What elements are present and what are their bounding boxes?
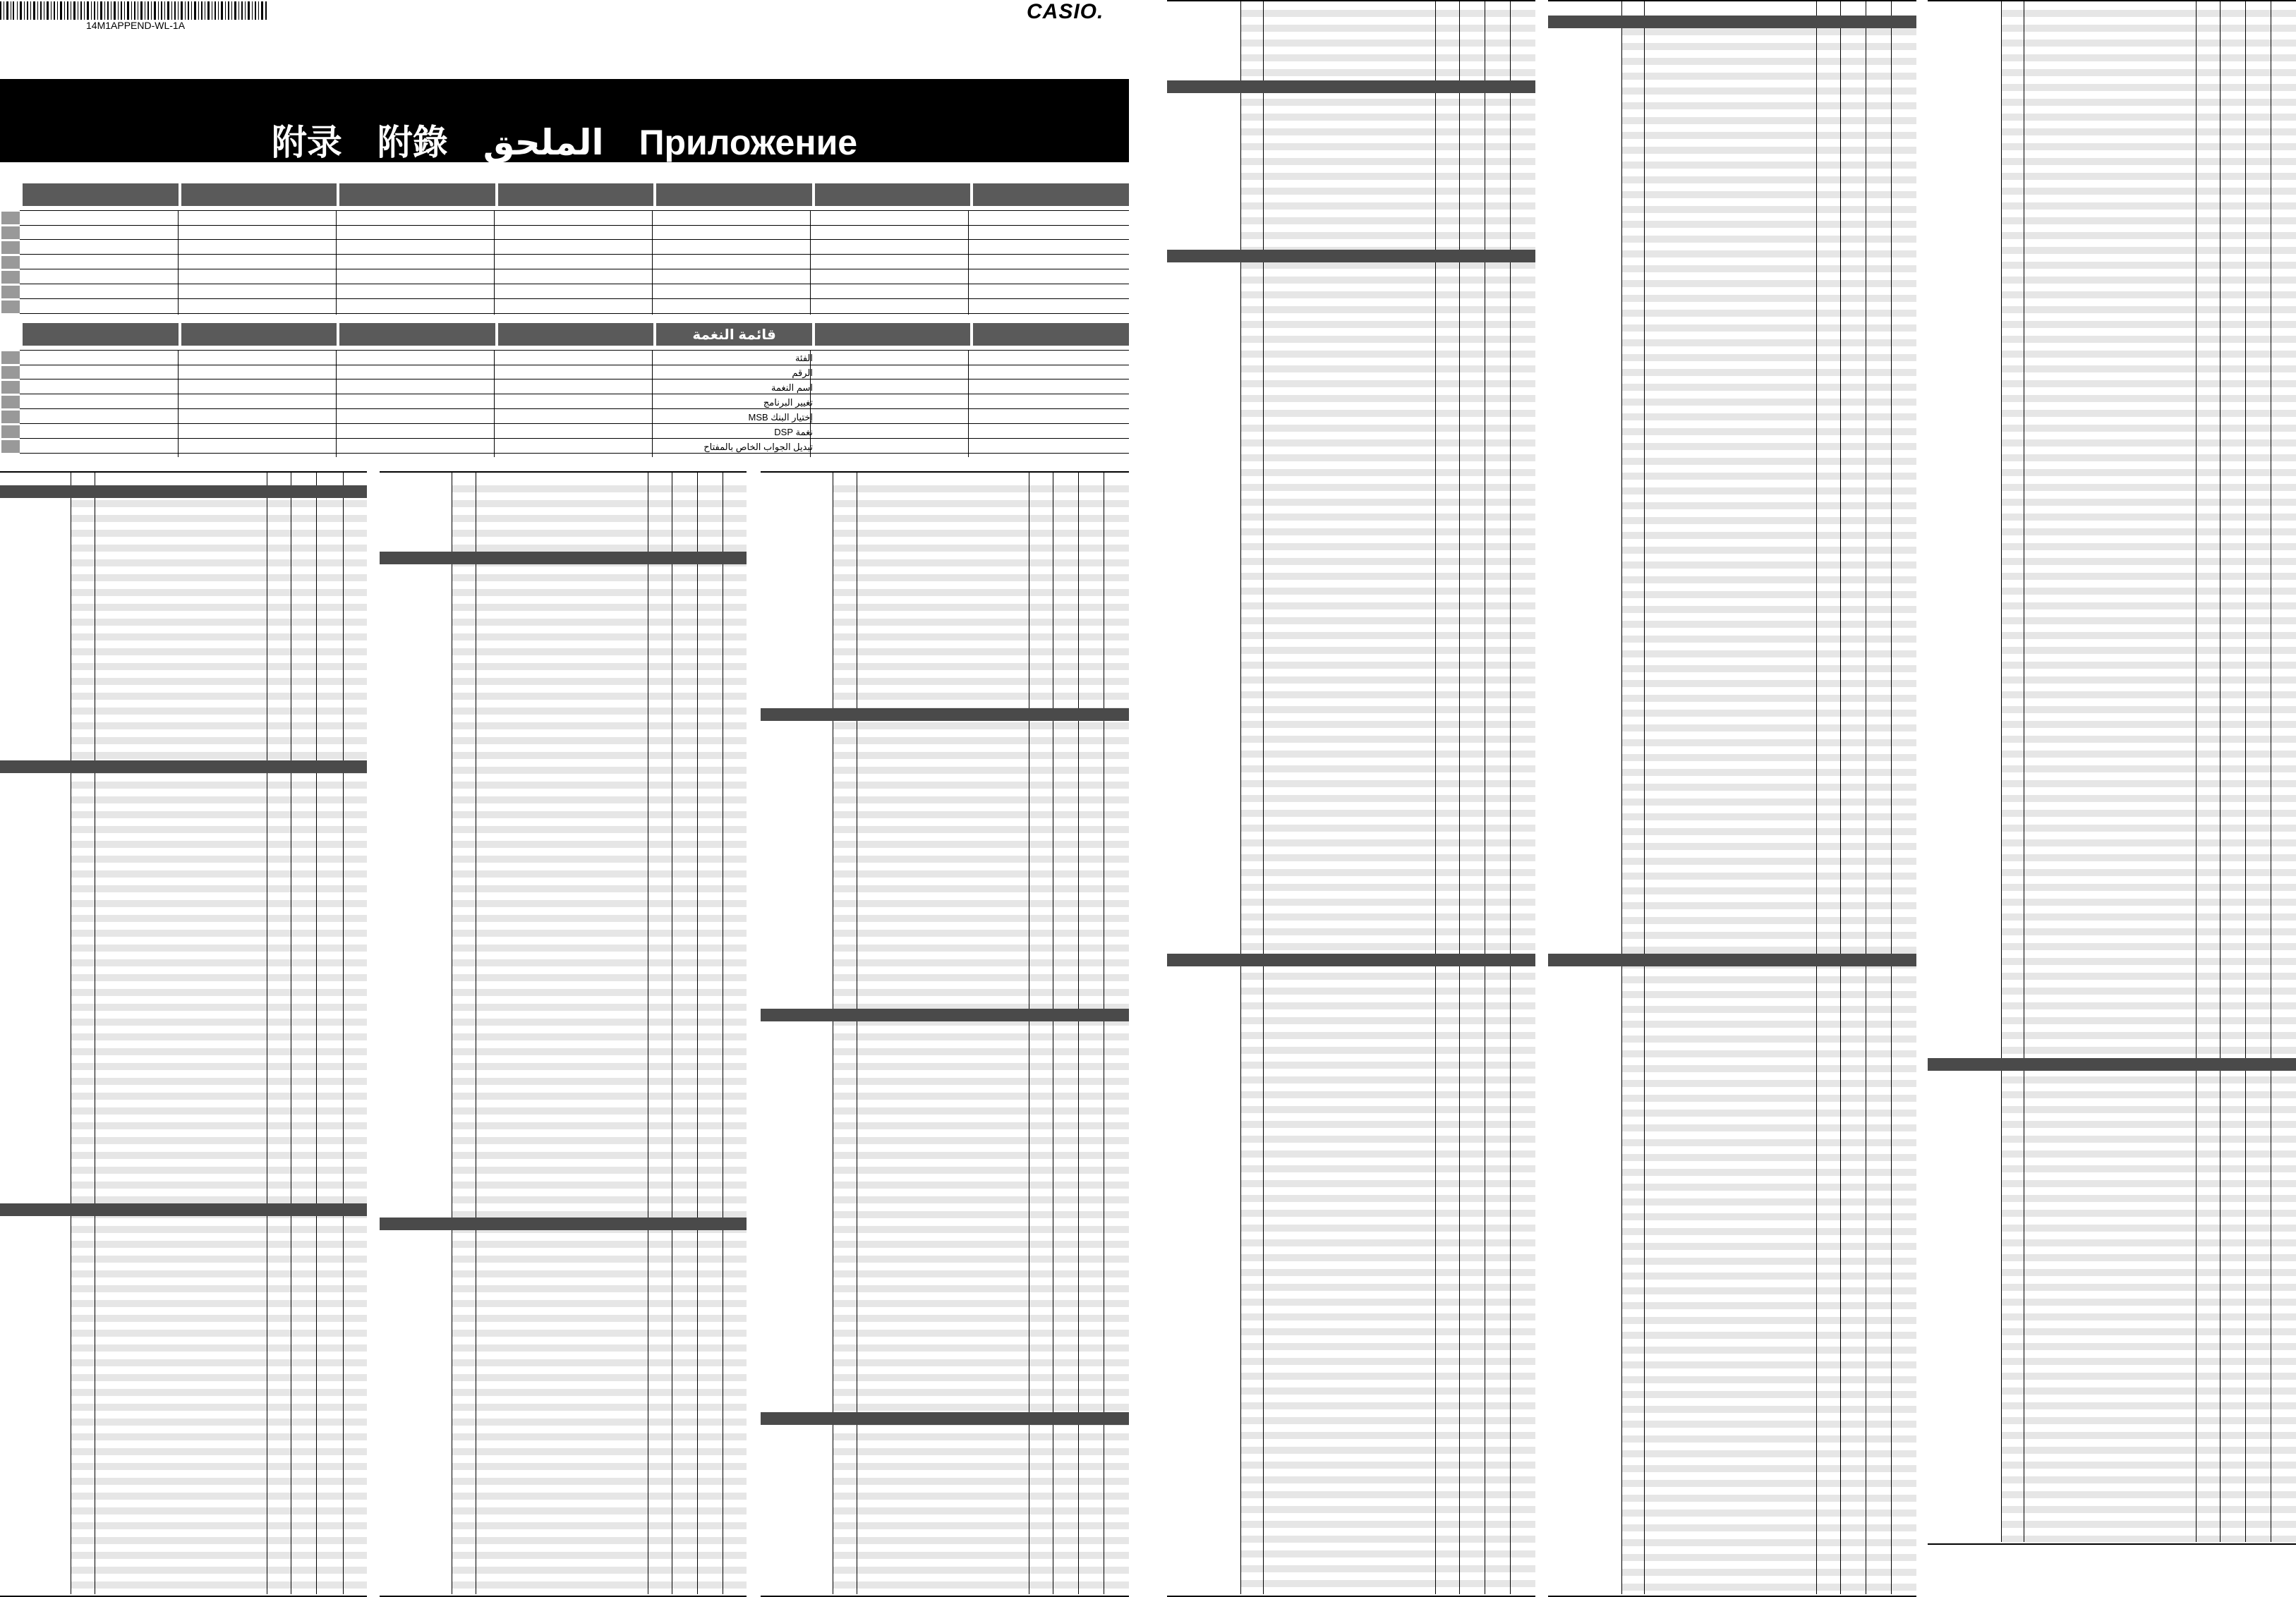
row-stripes	[2001, 10, 2296, 1542]
tone-field-labels	[658, 351, 813, 454]
title-bar	[0, 79, 1129, 162]
grid-row	[20, 409, 1129, 424]
tone-field-label: إختيار البنك MSB	[748, 412, 813, 423]
tone-column-2	[380, 471, 747, 1597]
grid-row	[20, 255, 1129, 269]
row-marker	[1, 411, 20, 423]
tone-column-6	[1928, 0, 2296, 1545]
title-part: الملحق	[483, 123, 604, 162]
column-bottom-rule	[1928, 1543, 2296, 1545]
grid-vline	[968, 210, 969, 315]
grid-vline	[810, 210, 811, 315]
row-stripes	[452, 485, 747, 1594]
row-marker	[1, 351, 20, 364]
grid-vline	[336, 210, 337, 315]
category-band	[380, 1218, 747, 1230]
header-band-tone-list	[23, 323, 1129, 346]
grid-row	[20, 379, 1129, 394]
grid-vline	[494, 350, 495, 457]
grid-row	[20, 424, 1129, 439]
column-divider	[1816, 0, 1817, 1594]
grid-vline	[336, 350, 337, 457]
row-stripes	[71, 485, 367, 1594]
page-title	[0, 114, 1129, 165]
column-divider	[1891, 0, 1892, 1594]
header-cell	[815, 323, 971, 346]
row-marker	[1, 226, 20, 239]
grid-vline	[968, 350, 969, 457]
grid-row	[20, 240, 1129, 255]
column-top-rule	[0, 471, 367, 473]
category-band	[1167, 80, 1535, 93]
grid-vline	[652, 210, 653, 315]
tone-field-label: تبديل الجواب الخاص بالمفتاح	[703, 442, 813, 452]
grid-row	[20, 210, 1129, 226]
row-marker	[1, 381, 20, 394]
row-marker	[1, 440, 20, 453]
tone-field-label: اسم النغمة	[771, 382, 813, 393]
column-divider	[2196, 0, 2197, 1542]
tone-list-heading: قائمة النغمة	[656, 323, 812, 346]
title-part: 附录	[271, 123, 342, 162]
row-marker	[1, 212, 20, 224]
column-divider	[343, 471, 344, 1594]
category-band	[761, 1009, 1129, 1021]
category-band	[0, 1203, 367, 1216]
header-band-top	[23, 183, 1129, 206]
column-top-rule	[1548, 0, 1916, 1]
header-cell	[339, 183, 495, 206]
row-marker	[1, 286, 20, 298]
tone-label-grid	[20, 350, 1129, 457]
row-marker	[1, 366, 20, 379]
category-band	[1167, 954, 1535, 966]
column-divider	[1263, 0, 1264, 1594]
row-stripes	[1240, 10, 1535, 1594]
column-divider	[1644, 0, 1645, 1594]
category-band	[0, 485, 367, 498]
category-band	[1928, 1058, 2296, 1071]
header-cell	[339, 323, 495, 346]
column-divider	[2001, 0, 2002, 1542]
column-divider	[2220, 0, 2221, 1542]
barcode-label: 14M1APPEND-WL-1A	[86, 20, 186, 31]
header-cell	[181, 323, 337, 346]
column-divider	[1459, 0, 1460, 1594]
header-cell	[656, 183, 812, 206]
row-marker	[1, 300, 20, 313]
column-divider	[1435, 0, 1436, 1594]
brand-logo: CASIO.	[1027, 0, 1104, 23]
row-marker	[1, 396, 20, 408]
tone-column-5	[1548, 0, 1916, 1597]
column-divider	[1510, 0, 1511, 1594]
column-top-rule	[1928, 0, 2296, 1]
header-cell	[815, 183, 971, 206]
tone-column-3	[761, 471, 1129, 1597]
grid-row	[20, 225, 1129, 240]
category-band	[1167, 250, 1535, 262]
tone-column-1	[0, 471, 367, 1597]
row-stripes	[833, 485, 1129, 1594]
top-row-grid	[20, 210, 1129, 315]
barcode	[0, 1, 268, 20]
header-cell	[181, 183, 337, 206]
header-cell	[973, 323, 1129, 346]
category-band	[0, 760, 367, 773]
row-marker	[1, 241, 20, 254]
header-cell	[973, 183, 1129, 206]
title-part: Приложение	[639, 123, 858, 162]
column-top-rule	[761, 471, 1129, 473]
grid-vline	[652, 350, 653, 457]
category-band	[1548, 954, 1916, 966]
grid-vline	[178, 210, 179, 315]
header-cell	[23, 323, 179, 346]
header-cell	[23, 183, 179, 206]
row-marker	[1, 256, 20, 269]
grid-row	[20, 439, 1129, 454]
tone-field-label: الرقم	[792, 368, 813, 378]
column-divider	[697, 471, 698, 1594]
title-part: 附錄	[377, 123, 448, 162]
grid-row	[20, 350, 1129, 365]
column-divider	[1840, 0, 1841, 1594]
grid-vline	[178, 350, 179, 457]
row-marker	[1, 425, 20, 438]
category-band	[761, 708, 1129, 721]
grid-row	[20, 299, 1129, 314]
column-divider	[1078, 471, 1079, 1594]
column-divider	[2245, 0, 2246, 1542]
tone-field-label: الفئة	[794, 353, 813, 363]
category-band	[761, 1412, 1129, 1425]
tone-column-4	[1167, 0, 1535, 1597]
grid-row	[20, 284, 1129, 299]
tone-field-label: نغمة DSP	[774, 427, 813, 437]
row-stripes	[1621, 28, 1916, 1594]
header-cell	[498, 183, 654, 206]
category-band	[1548, 16, 1916, 28]
grid-row	[20, 269, 1129, 284]
column-divider	[1240, 0, 1241, 1594]
header-cell	[498, 323, 654, 346]
grid-row	[20, 394, 1129, 409]
column-divider	[316, 471, 317, 1594]
column-divider	[1621, 0, 1622, 1594]
column-top-rule	[1167, 0, 1535, 1]
tone-field-label: تغيير البرنامج	[763, 397, 813, 408]
row-marker	[1, 271, 20, 284]
category-band	[380, 552, 747, 564]
grid-row	[20, 365, 1129, 379]
grid-vline	[494, 210, 495, 315]
column-top-rule	[380, 471, 747, 473]
